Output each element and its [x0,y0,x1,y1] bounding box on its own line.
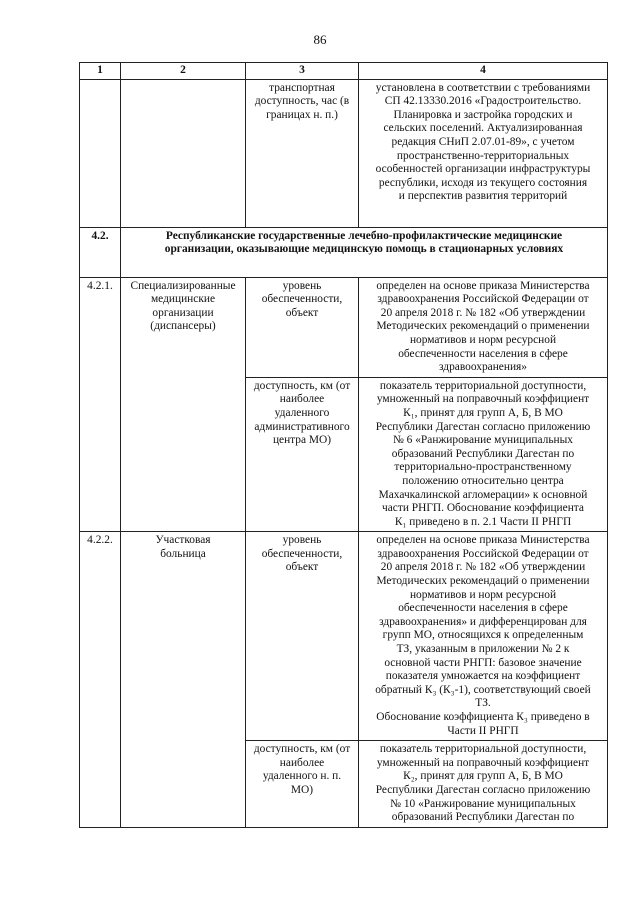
section-number: 4.2. [80,227,121,277]
row-number-cell: 4.2.2. [80,532,121,827]
basis-cell: показатель территориальной доступности, умноженный на поправочный коэффициент К₁, принят для групп А, Б, В МО Республики Дагестан согласно приложению № 6 «Ранжирование муниципальных образований Республики Дагестан по территориально-пространственному положению относительно центра Махачкалинской агломерации» к основной части РНГП. Обоснование коэффициента К₁ приведено в п. 2.1 Части II РНГП [359,377,608,532]
table-row [80,532,608,741]
indicator-cell: доступность, км (от наиболее удаленного н. п. МО) [246,741,359,828]
indicator-cell: уровень обеспеченности, объект [246,277,359,377]
column-header-4: 4 [359,63,608,80]
basis-cell: определен на основе приказа Министерства здравоохранения Российской Федерации от 20 апреля 2018 г. № 182 «Об утверждении Методических рекомендаций о применении нормативов и норм ресурсной обеспеченности населения в сфере здравоохранения» [359,277,608,377]
row-number-cell [80,79,121,227]
basis-cell: показатель территориальной доступности, умноженный на поправочный коэффициент К₂, принят для групп А, Б, В МО Республики Дагестан согласно приложению № 10 «Ранжирование муниципальных образований Республики Дагестан по [359,741,608,828]
indicator-cell: транспортная доступность, час (в границах н. п.) [246,79,359,227]
standards-table [79,62,608,828]
object-cell: Участковая больница [121,532,246,827]
section-title: Республиканские государственные лечебно-профилактические медицинские организации, оказывающие медицинскую помощь в стационарных условиях [121,227,608,277]
indicator-cell: доступность, км (от наиболее удаленного административного центра МО) [246,377,359,532]
table-row-continuation [80,79,608,227]
row-number-cell: 4.2.1. [80,277,121,532]
column-header-2: 2 [121,63,246,80]
object-cell [121,79,246,227]
page-number: 86 [313,32,327,47]
table-header-row [80,63,608,80]
table-row [80,277,608,377]
column-header-1: 1 [80,63,121,80]
indicator-cell: уровень обеспеченности, объект [246,532,359,741]
object-cell: Специализированные медицинские организации (диспансеры) [121,277,246,532]
section-row [80,227,608,277]
column-header-3: 3 [246,63,359,80]
basis-cell: установлена в соответствии с требованиями СП 42.13330.2016 «Градостроительство. Планировка и застройка городских и сельских поселений. Актуализированная редакция СНиП 2.07.01-89», с учетом пространственно-территориальных особенностей организации инфраструктуры республики, исходя из текущего состояния и перспектив развития территорий [359,79,608,227]
basis-cell: определен на основе приказа Министерства здравоохранения Российской Федерации от 20 апреля 2018 г. № 182 «Об утверждении Методических рекомендаций о применении нормативов и норм ресурсной обеспеченности населения в сфере здравоохранения» и дифференцирован для групп МО, относящихся к определенным ТЗ, указанным в приложении № 2 к основной части РНГП: базовое значение показателя умножается на коэффициент обратный К₃ (К₃-1), соответствующий своей ТЗ. Обоснование коэффициента К₃ приведено в Части II РНГП [359,532,608,741]
